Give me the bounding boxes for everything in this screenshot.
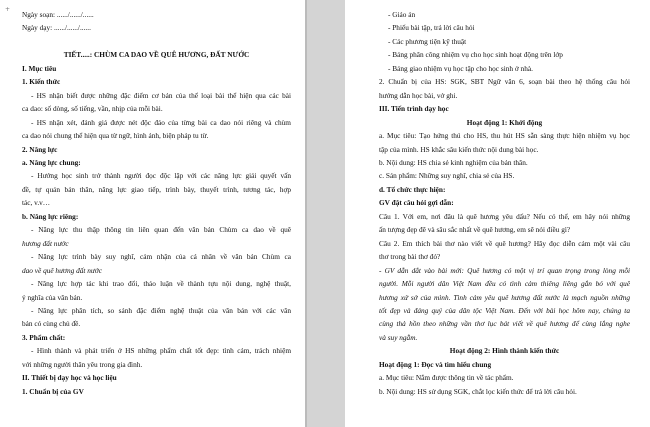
text-line: b. Năng lực riêng: (22, 211, 79, 221)
text-line: - Năng lực trình bày suy nghĩ, cảm nhận của cá nhân về văn bản Chùm ca (31, 252, 291, 262)
page-corner-mark: + (5, 6, 11, 13)
text-line: tác, v.v… (22, 198, 51, 208)
text-line: hướng dẫn học bài, vở ghi. (379, 90, 458, 100)
text-line: tập của mình. HS khắc sâu kiến thức nội dung bài học. (379, 144, 539, 154)
text-line: - Bảng phân công nhiệm vụ cho học sinh hoạt động trên lớp (388, 50, 563, 60)
text-line: Hoạt động 1: Đọc và tìm hiểu chung (379, 359, 492, 369)
text-line: - HS nhận xét, đánh giá được nét độc đáo của từng bài ca dao nói riêng và chùm (31, 117, 291, 127)
text-line: a. Mục tiêu: Tạo hứng thú cho HS, thu hút HS sẵn sàng thực hiện nhiệm vụ học (379, 131, 630, 141)
document-page-left (0, 0, 305, 427)
text-line (22, 35, 291, 48)
text-line: Câu 1. Với em, nơi đâu là quê hương yêu dấu? Nếu có thể, em hãy nói những (379, 211, 630, 221)
text-line: 1. Chuẩn bị của GV (22, 386, 84, 396)
text-line: Ngày soạn: ....../....../...... (22, 10, 94, 19)
text-line: - Bảng giao nhiệm vụ học tập cho học sinh ở nhà. (388, 63, 533, 73)
text-line: thơ trong bài thơ đó? (379, 252, 441, 262)
text-line: đề, tự quản bản thân, năng lực giao tiếp, trình bày, thuyết trình, tương tác, hợp (22, 184, 291, 194)
text-line: 3. Phẩm chất: (22, 332, 66, 342)
text-line: b. Nội dung: HS sử dụng SGK, chắt lọc kiến thức để trả lời câu hỏi. (379, 386, 577, 396)
text-line: 2. Năng lực (22, 144, 58, 154)
text-line: ý nghĩa của văn bản. (22, 292, 83, 302)
text-line: - GV dẫn dắt vào bài mới: Quê hương có một vị trí quan trọng trong lòng mỗi (379, 265, 630, 275)
text-line: Ngày dạy: ....../....../...... (22, 23, 91, 33)
text-line: - HS nhận biết được những đặc điểm cơ bản của thể loại bài thể hiện qua các bài (31, 90, 291, 100)
text-line: hương xứ sở của mình. Tình cảm yêu quê hương đất nước là mạch nguồn những (379, 292, 630, 302)
text-line: - Năng lực phân tích, so sánh đặc điểm nghệ thuật của văn bản với các văn (31, 305, 291, 315)
text-line: tốt đẹp và đáng quý của dân tộc Việt Nam. Đến với bài học hôm nay, chúng ta (379, 305, 630, 315)
text-line: - Năng lực thu thập thông tin liên quan đến văn bản Chùm ca dao về quê (31, 225, 291, 235)
text-line: c. Sản phẩm: Những suy nghĩ, chia sẻ của HS. (379, 171, 515, 181)
text-line: Câu 2. Em thích bài thơ nào viết về quê hương? Hãy đọc diễn cảm một vài câu (379, 238, 630, 248)
text-line: b. Nội dung: HS chia sẻ kinh nghiệm của bản thân. (379, 157, 528, 167)
page-left-text (22, 8, 291, 398)
text-line: TIẾT.....: CHÙM CA DAO VỀ QUÊ HƯƠNG, ĐẤT NƯỚC (63, 50, 250, 60)
text-line: - Giáo án (388, 10, 416, 19)
text-line: - Hình thành và phát triển ở HS những phẩm chất tốt đẹp: tình cảm, trách nhiệm (31, 346, 291, 356)
text-line: GV đặt câu hỏi gợi dẫn: (379, 198, 454, 208)
text-line: ấn tượng đẹp đẽ và sâu sắc nhất về quê hương, em sẽ nói điều gì? (379, 225, 571, 235)
text-line: ca dao: số dòng, số tiếng, vần, nhịp của mỗi bài. (22, 104, 163, 114)
text-line: cùng thả hồn theo những vần thơ lục bát viết về quê hương để cùng lắng nghe (379, 319, 630, 329)
text-line: I. Mục tiêu (22, 63, 57, 73)
text-line: Hoạt động 2: Hình thành kiến thức (449, 346, 560, 356)
page-right-text (379, 8, 630, 398)
text-line: dao về quê hương đất nước (22, 265, 102, 275)
text-line: với những người thân yêu trong gia đình. (22, 359, 143, 369)
text-line: III. Tiến trình dạy học (379, 104, 449, 114)
text-line: và suy ngẫm. (379, 332, 418, 342)
page-divider (305, 0, 307, 427)
text-line: 2. Chuẩn bị của HS: SGK, SBT Ngữ văn 6, soạn bài theo hệ thống câu hỏi (379, 77, 630, 87)
text-line: - Năng lực hợp tác khi trao đổi, thảo luận về thành tựu nội dung, nghệ thuật, (31, 279, 291, 289)
text-line: người. Mỗi người dân Việt Nam đều có tình cảm thiêng liêng gắn bó với quê (379, 279, 630, 289)
text-line: hương đất nước (22, 238, 69, 248)
text-line: a. Năng lực chung: (22, 157, 81, 167)
text-line: 1. Kiến thức (22, 77, 61, 87)
text-line: Hoạt động 1: Khởi động (466, 117, 543, 127)
text-line: - Các phương tiện kỹ thuật (388, 36, 467, 46)
text-line: - Phiếu bài tập, trả lời câu hỏi (388, 23, 475, 33)
text-line: a. Mục tiêu: Nắm được thông tin về tác phẩm. (379, 373, 514, 383)
text-line: - Hướng học sinh trở thành người đọc độc lập với các năng lực giải quyết vấn (31, 171, 291, 181)
text-line: d. Tổ chức thực hiện: (379, 184, 446, 194)
text-line: ca dao nói chung thể hiện qua từ ngữ, hình ảnh, biện pháp tu từ. (22, 131, 209, 141)
text-line: II. Thiết bị dạy học và học liệu (22, 373, 117, 383)
text-line: bản có cùng chủ đề. (22, 319, 81, 329)
document-page-right (345, 0, 650, 427)
